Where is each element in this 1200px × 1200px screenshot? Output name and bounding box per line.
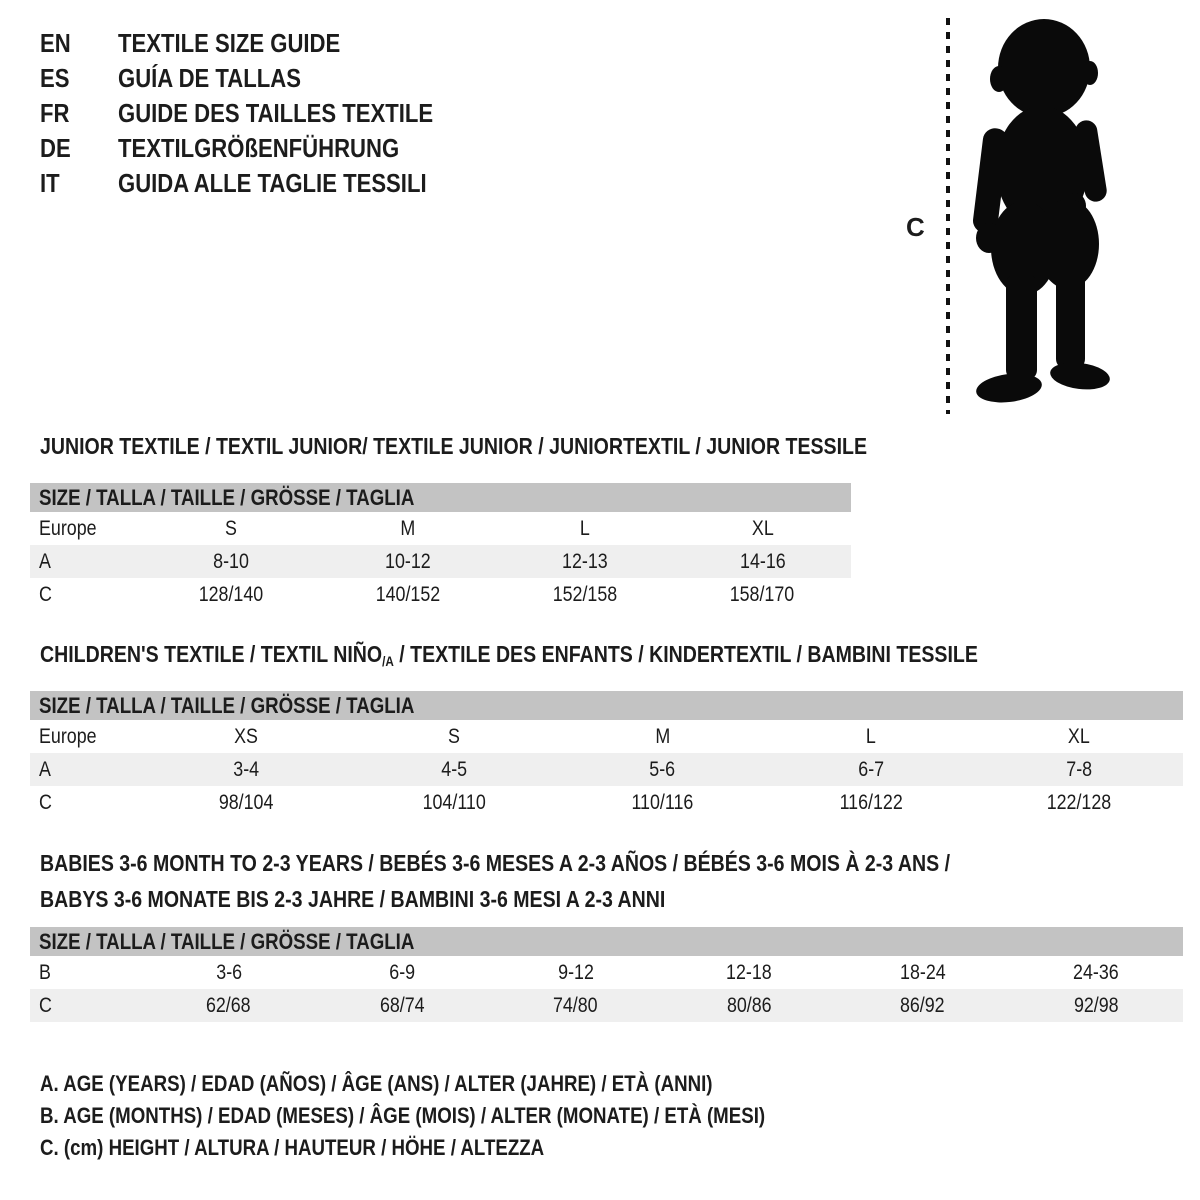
toddler-silhouette (962, 16, 1134, 418)
title-line: BABIES 3-6 MONTH TO 2-3 YEARS / BEBÉS 3-6 MESES A 2-3 AÑOS / BÉBÉS 3-6 MOIS À 2-3 ANS / (40, 850, 951, 876)
age-value: 6-7 (857, 758, 884, 781)
size-header-bar (30, 691, 1183, 720)
height-value: 92/98 (1073, 994, 1119, 1017)
table-junior (30, 483, 851, 611)
row-label: A (39, 758, 51, 781)
legend-line-a: A. AGE (YEARS) / EDAD (AÑOS) / ÂGE (ANS) / ALTER (JAHRE) / ETÀ (ANNI) (40, 1071, 713, 1096)
size-value: L (580, 517, 591, 540)
table-row-age (30, 753, 1183, 786)
table-row-height (30, 786, 1183, 819)
size-value: XL (1067, 725, 1090, 748)
title-part-subscript: /A (382, 654, 394, 669)
age-value: 12-13 (562, 550, 608, 573)
lang-title: TEXTILE SIZE GUIDE (118, 28, 341, 58)
size-header-label: SIZE / TALLA / TAILLE / GRÖSSE / TAGLIA (39, 929, 415, 954)
language-title-list (40, 26, 489, 201)
lang-code: FR (40, 98, 70, 128)
title-part: / TEXTILE DES ENFANTS / KINDERTEXTIL / BAMBINI TESSILE (393, 641, 978, 667)
size-value: L (865, 725, 876, 748)
section-title-children (40, 641, 978, 668)
height-value: 80/86 (726, 994, 772, 1017)
height-value: 116/122 (839, 791, 903, 814)
height-value: 152/158 (552, 583, 618, 606)
height-value: 98/104 (218, 791, 274, 814)
height-value: 104/110 (422, 791, 486, 814)
age-value: 4-5 (441, 758, 468, 781)
table-row-age (30, 545, 851, 578)
lang-code: IT (40, 168, 60, 198)
lang-row-de (40, 131, 489, 166)
lang-row-es (40, 61, 489, 96)
lang-row-it (40, 166, 489, 201)
row-label: C (39, 583, 52, 606)
row-label: C (39, 994, 52, 1017)
age-value: 7-8 (1066, 758, 1092, 781)
lang-code: EN (40, 28, 71, 58)
row-label: Europe (39, 517, 97, 540)
lang-code: ES (40, 63, 70, 93)
size-header-label: SIZE / TALLA / TAILLE / GRÖSSE / TAGLIA (39, 485, 415, 510)
height-value: 110/116 (631, 791, 694, 814)
age-value: 3-6 (215, 961, 242, 984)
row-label: C (39, 791, 52, 814)
title-part: CHILDREN'S TEXTILE / TEXTIL NIÑO (40, 641, 383, 667)
age-value: 5-6 (649, 758, 676, 781)
table-children (30, 691, 1183, 819)
height-value: 62/68 (206, 994, 252, 1017)
table-row-height (30, 989, 1183, 1022)
age-value: 24-36 (1073, 961, 1120, 984)
height-value: 68/74 (379, 994, 425, 1017)
row-label: A (39, 550, 51, 573)
measure-legend (40, 1068, 1200, 1164)
row-label: B (39, 961, 51, 984)
size-value: S (448, 725, 461, 748)
lang-code: DE (40, 133, 71, 163)
size-value: S (224, 517, 237, 540)
size-value: M (655, 725, 670, 748)
size-header-bar (30, 483, 851, 512)
height-measure-label: C (906, 212, 925, 242)
legend-line-c: C. (cm) HEIGHT / ALTURA / HAUTEUR / HÖHE / ALTEZZA (40, 1135, 545, 1160)
height-value: 158/170 (730, 583, 795, 606)
lang-title: GUÍA DE TALLAS (118, 63, 301, 93)
height-value: 122/128 (1046, 791, 1112, 814)
size-value: XS (234, 725, 259, 748)
age-value: 12-18 (726, 961, 773, 984)
height-value: 74/80 (553, 994, 599, 1017)
size-header-label: SIZE / TALLA / TAILLE / GRÖSSE / TAGLIA (39, 693, 415, 718)
age-value: 18-24 (899, 961, 946, 984)
table-row-age-months (30, 956, 1183, 989)
section-title-babies (40, 845, 1200, 917)
size-value: M (400, 517, 416, 540)
lang-title: TEXTILGRÖßENFÜHRUNG (118, 133, 400, 163)
size-value: XL (751, 517, 774, 540)
height-value: 86/92 (900, 994, 946, 1017)
age-value: 3-4 (233, 758, 260, 781)
age-value: 10-12 (385, 550, 431, 573)
age-value: 8-10 (212, 550, 249, 573)
lang-title: GUIDE DES TAILLES TEXTILE (118, 98, 434, 128)
legend-line-b: B. AGE (MONTHS) / EDAD (MESES) / ÂGE (MOIS) / ALTER (MONATE) / ETÀ (MESI) (40, 1103, 766, 1128)
lang-row-fr (40, 96, 489, 131)
height-value: 128/140 (198, 583, 263, 606)
row-label: Europe (39, 725, 97, 748)
age-value: 6-9 (389, 961, 416, 984)
height-measure-dashed-line (946, 18, 950, 414)
table-row-europe (30, 512, 851, 545)
lang-title: GUIDA ALLE TAGLIE TESSILI (118, 168, 427, 198)
section-title-junior: JUNIOR TEXTILE / TEXTIL JUNIOR/ TEXTILE JUNIOR / JUNIORTEXTIL / JUNIOR TESSILE (40, 433, 868, 459)
table-row-height (30, 578, 851, 611)
age-value: 14-16 (739, 550, 786, 573)
table-row-europe (30, 720, 1183, 753)
age-value: 9-12 (557, 961, 594, 984)
size-header-bar (30, 927, 1183, 956)
height-value: 140/152 (375, 583, 441, 606)
table-babies (30, 927, 1183, 1022)
title-line: BABYS 3-6 MONATE BIS 2-3 JAHRE / BAMBINI 3-6 MESI A 2-3 ANNI (40, 886, 666, 912)
lang-row-en (40, 26, 489, 61)
